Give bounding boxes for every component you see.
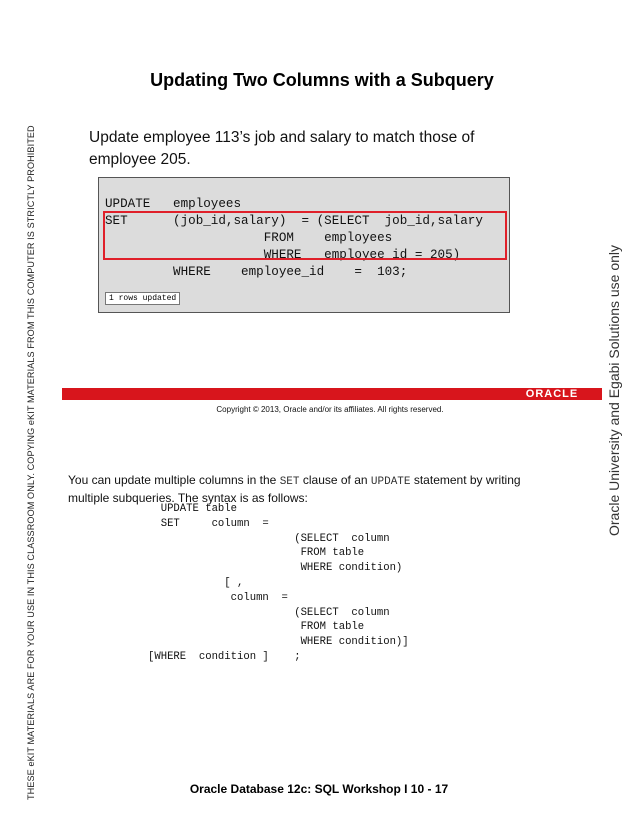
code-example-box	[98, 177, 510, 313]
sql-code: UPDATE employees SET (job_id,salary) = (SELECT job_id,salary FROM employees WHERE employee_id = 205) WHERE employee_id = 103;	[105, 197, 483, 279]
slide-copyright: Copyright © 2013, Oracle and/or its affiliates. All rights reserved.	[216, 405, 444, 414]
slide-intro-text: Update employee 113’s job and salary to match those of employee 205.	[89, 129, 475, 168]
query-result: 1 rows updated	[105, 292, 180, 305]
notes-text: clause of an	[299, 473, 371, 487]
notes-text: You can update multiple columns in the	[68, 473, 280, 487]
update-keyword: UPDATE	[370, 476, 411, 488]
copyright-notice-vertical: THESE eKIT MATERIALS ARE FOR YOUR USE IN THIS CLASSROOM ONLY. COPYING eKIT MATERIALS FROM THIS COMPUTER IS STRICTLY PROHIBITED	[26, 125, 36, 800]
oracle-logo: ORACLE	[525, 388, 579, 400]
syntax-block: UPDATE table SET column = (SELECT column FROM table WHERE condition) [ , column = (SELECT column FROM table WHERE condition)] [WHERE condition ] ;	[148, 503, 409, 663]
notes-paragraph	[68, 472, 548, 506]
subquery-highlight	[103, 211, 507, 260]
usage-notice-vertical: Oracle University and Egabi Solutions use only	[606, 244, 622, 536]
notes-text: statement by writing multiple subqueries. The syntax is as follows:	[68, 473, 521, 505]
slide-title: Updating Two Columns with a Subquery	[150, 70, 494, 90]
set-keyword: SET	[279, 476, 300, 488]
page-footer: Oracle Database 12c: SQL Workshop I 10 - 17	[189, 782, 449, 796]
